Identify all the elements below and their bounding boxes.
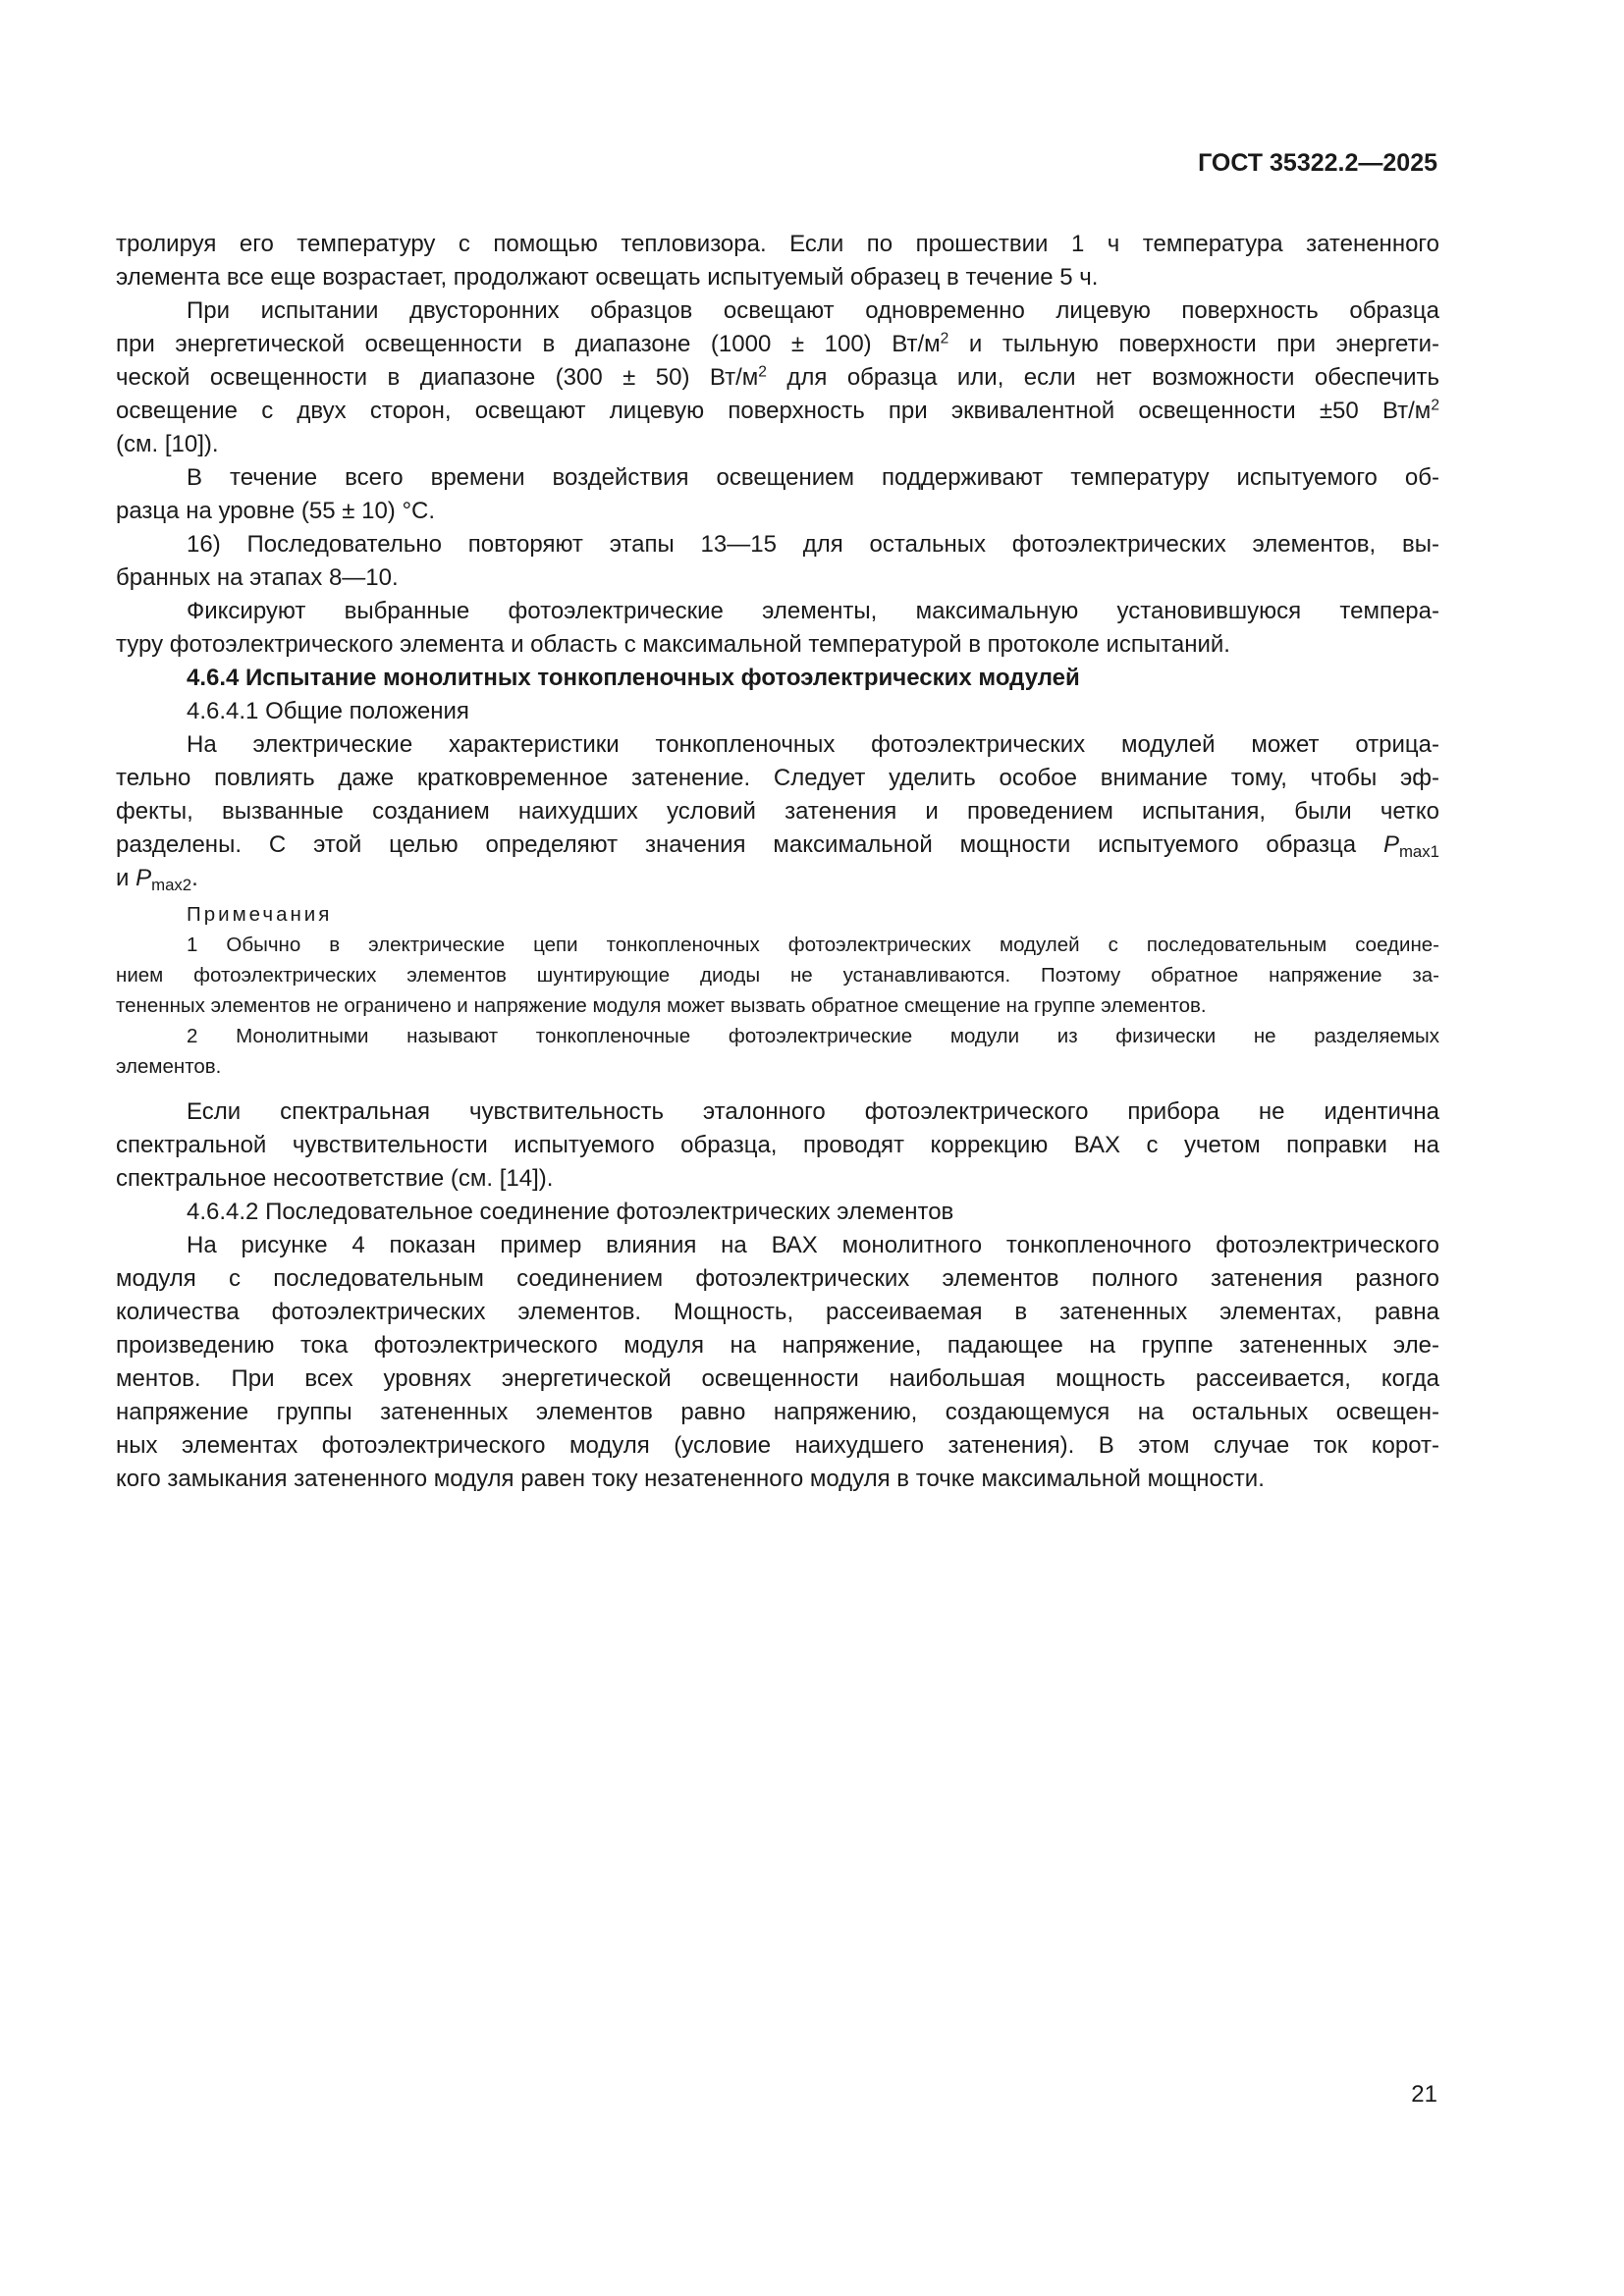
text-line: 4.6.4.2 Последовательное соединение фотоэлектрических элементов xyxy=(187,1199,954,1225)
text-span: P xyxy=(1382,831,1399,858)
paragraph xyxy=(116,1095,1439,1196)
subscript: max1 xyxy=(1398,842,1439,862)
paragraph xyxy=(116,728,1439,895)
text-line: модуля с последовательным соединением фотоэлектрических элементов полного затенения разного xyxy=(116,1265,1439,1292)
text-span: P xyxy=(135,865,152,891)
text-line: тененных элементов не ограничено и напряжение модуля может вызвать обратное смещение на группе элементов. xyxy=(116,994,1207,1017)
text-line: На рисунке 4 показан пример влияния на ВАХ монолитного тонкопленочного фотоэлектрического xyxy=(187,1232,1439,1258)
text-line: нием фотоэлектрических элементов шунтирующие диоды не устанавливаются. Поэтому обратное напряжение за- xyxy=(116,964,1439,987)
text-line: 2 Монолитными называют тонкопленочные фотоэлектрические модули из физически не разделяемых xyxy=(187,1025,1439,1047)
paragraph xyxy=(116,461,1439,528)
text-line: фекты, вызванные созданием наихудших условий затенения и проведением испытания, были четко xyxy=(116,798,1439,825)
text-line: Примечания xyxy=(187,903,333,926)
text-line xyxy=(116,828,1439,862)
superscript: 2 xyxy=(758,363,767,381)
note xyxy=(116,1021,1439,1082)
text-line: разца на уровне (55 ± 10) °C. xyxy=(116,498,436,524)
text-line: 4.6.4.1 Общие положения xyxy=(187,698,469,724)
text-line: спектральное несоответствие (см. [14]). xyxy=(116,1165,554,1192)
superscript: 2 xyxy=(940,330,949,347)
subsection-heading xyxy=(116,695,1439,728)
subscript: max2 xyxy=(151,876,192,895)
text-line: Фиксируют выбранные фотоэлектрические элементы, максимальную установившуюся темпера- xyxy=(187,598,1439,624)
text-line: тролируя его температуру с помощью тепловизора. Если по прошествии 1 ч температура затененного xyxy=(116,231,1439,257)
text-line: спектральной чувствительности испытуемого образца, проводят коррекцию ВАХ с учетом поправки на xyxy=(116,1132,1439,1158)
document-body xyxy=(116,228,1439,1496)
notes-heading xyxy=(116,899,1439,930)
text-span: разделены. С этой целью определяют значения максимальной мощности испытуемого образца xyxy=(116,831,1383,858)
text-line: произведению тока фотоэлектрического модуля на напряжение, падающее на группе затененных эле- xyxy=(116,1332,1439,1359)
text-line xyxy=(116,328,1439,361)
text-line: кого замыкания затененного модуля равен току незатененного модуля в точке максимальной мощности. xyxy=(116,1466,1265,1492)
subsection-heading xyxy=(116,1196,1439,1229)
text-span: ческой освещенности в диапазоне (300 ± 50) Вт/м xyxy=(116,364,759,391)
paragraph xyxy=(116,294,1439,461)
text-line xyxy=(116,361,1439,395)
text-span: и xyxy=(116,865,136,891)
text-line: элемента все еще возрастает, продолжают освещать испытуемый образец в течение 5 ч. xyxy=(116,264,1099,291)
text-line: На электрические характеристики тонкопленочных фотоэлектрических модулей может отрица- xyxy=(187,731,1439,758)
section-heading xyxy=(116,662,1439,695)
paragraph xyxy=(116,1229,1439,1496)
text-line: ных элементах фотоэлектрического модуля (условие наихудшего затенения). В этом случае ток корот- xyxy=(116,1432,1439,1459)
text-line: 4.6.4 Испытание монолитных тонкопленочных фотоэлектрических модулей xyxy=(187,665,1080,691)
text-line: напряжение группы затененных элементов равно напряжению, создающемуся на остальных освещен- xyxy=(116,1399,1439,1425)
text-span: освещение с двух сторон, освещают лицевую поверхность при эквивалентной освещенности ±50 Вт/м xyxy=(116,398,1432,424)
text-line: количества фотоэлектрических элементов. Мощность, рассеиваемая в затененных элементах, равна xyxy=(116,1299,1439,1325)
text-line: туру фотоэлектрического элемента и область с максимальной температурой в протоколе испытаний. xyxy=(116,631,1230,658)
text-line xyxy=(116,395,1439,428)
text-line: бранных на этапах 8—10. xyxy=(116,564,399,591)
paragraph xyxy=(116,228,1439,294)
text-line xyxy=(116,862,1439,895)
document-header-id: ГОСТ 35322.2—2025 xyxy=(1198,149,1437,177)
note xyxy=(116,930,1439,1021)
text-span: для образца или, если нет возможности обеспечить xyxy=(766,364,1440,391)
superscript: 2 xyxy=(1431,397,1439,414)
text-line: ментов. При всех уровнях энергетической освещенности наибольшая мощность рассеивается, когда xyxy=(116,1365,1439,1392)
text-span: . xyxy=(191,865,198,891)
paragraph xyxy=(116,528,1439,595)
text-line: тельно повлиять даже кратковременное затенение. Следует уделить особое внимание тому, чтобы эф- xyxy=(116,765,1439,791)
text-line: 16) Последовательно повторяют этапы 13—15 для остальных фотоэлектрических элементов, вы- xyxy=(187,531,1439,558)
text-line: При испытании двусторонних образцов освещают одновременно лицевую поверхность образца xyxy=(187,297,1439,324)
paragraph xyxy=(116,595,1439,662)
text-line: 1 Обычно в электрические цепи тонкопленочных фотоэлектрических модулей с последовательным соедине- xyxy=(187,934,1439,956)
text-span: и тыльную поверхности при энергети- xyxy=(948,331,1439,357)
text-line: элементов. xyxy=(116,1055,222,1078)
text-line: В течение всего времени воздействия освещением поддерживают температуру испытуемого об- xyxy=(187,464,1439,491)
page-number: 21 xyxy=(1411,2081,1437,2108)
text-line: (см. [10]). xyxy=(116,431,219,457)
text-span: при энергетической освещенности в диапазоне (1000 ± 100) Вт/м xyxy=(116,331,941,357)
text-line: Если спектральная чувствительность эталонного фотоэлектрического прибора не идентична xyxy=(187,1098,1439,1125)
